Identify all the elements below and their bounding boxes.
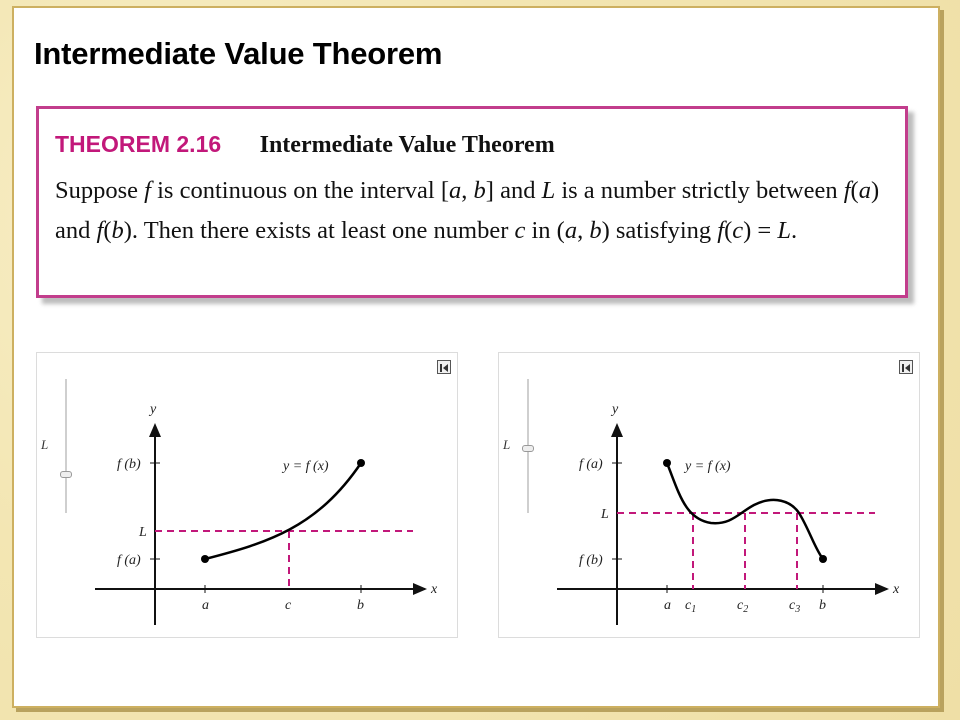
math-var: L [777,217,791,244]
c1-label: $c_1$ [685,598,697,615]
math-var: a [858,177,871,204]
fb-label: f (b) [579,553,603,568]
x-axis-arrow [875,583,889,595]
graph-panel-left [36,352,458,638]
text: , [577,217,590,244]
curve [205,463,361,559]
text: ). Then there exists at least one number [123,217,515,244]
text: ( [103,217,112,244]
math-var: f [96,217,104,244]
math-var: L [541,177,556,204]
y-axis-arrow [611,423,623,437]
L-label: L [139,525,147,540]
c3-label: $c_3$ [789,598,801,615]
endpoint-b [357,459,365,467]
a-label: a [202,598,209,613]
text: Suppose [55,177,145,204]
y-axis-arrow [149,423,161,437]
b-label: b [819,598,826,613]
text: ) satisfying [601,217,718,244]
graph-left [37,353,457,637]
text: . [791,217,798,244]
c2-label: $c_2$ [737,598,749,615]
fb-label: f (b) [117,457,141,472]
L-label: L [601,507,609,522]
curve-label: y = f (x) [685,459,731,474]
text: ] and [485,177,542,204]
theorem-statement [55,171,895,251]
curve [667,463,823,559]
x-axis-label: x [431,582,438,597]
text: ( [850,177,859,204]
text: ) and [55,177,880,244]
endpoint-a [201,555,209,563]
theorem-heading [55,131,555,159]
b-label: b [357,598,364,613]
text: in ( [525,217,565,244]
slide-title: Intermediate Value Theorem [34,36,443,71]
text: , [461,177,474,204]
theorem-number: THEOREM 2.16 [55,131,222,157]
fa-label: f (a) [117,553,141,568]
text: ) = [743,217,778,244]
slider-label-right: L [503,437,511,452]
math-var: c [732,217,744,244]
math-var: f [144,177,151,204]
graph-right [499,353,919,637]
math-var: b [473,177,486,204]
slide [12,6,940,708]
x-axis-label: x [893,582,900,597]
x-axis-arrow [413,583,427,595]
text: is continuous on the interval [ [150,177,450,204]
endpoint-b [819,555,827,563]
math-var: a [564,217,578,244]
theorem-box [36,106,908,298]
c-label: c [285,598,292,613]
text: is a number strictly between [555,177,844,204]
slider-label-left: L [41,437,49,452]
math-var: c [514,217,526,244]
y-axis-label: y [612,402,619,417]
math-var: a [449,177,462,204]
y-axis-label: y [150,402,157,417]
graph-panel-right [498,352,920,638]
math-var: f [843,177,851,204]
curve-label: y = f (x) [283,459,329,474]
math-var: f [717,217,725,244]
text: ( [724,217,733,244]
math-var: b [111,217,124,244]
math-var: b [589,217,602,244]
endpoint-a [663,459,671,467]
a-label: a [664,598,671,613]
theorem-name: Intermediate Value Theorem [259,132,555,158]
fa-label: f (a) [579,457,603,472]
